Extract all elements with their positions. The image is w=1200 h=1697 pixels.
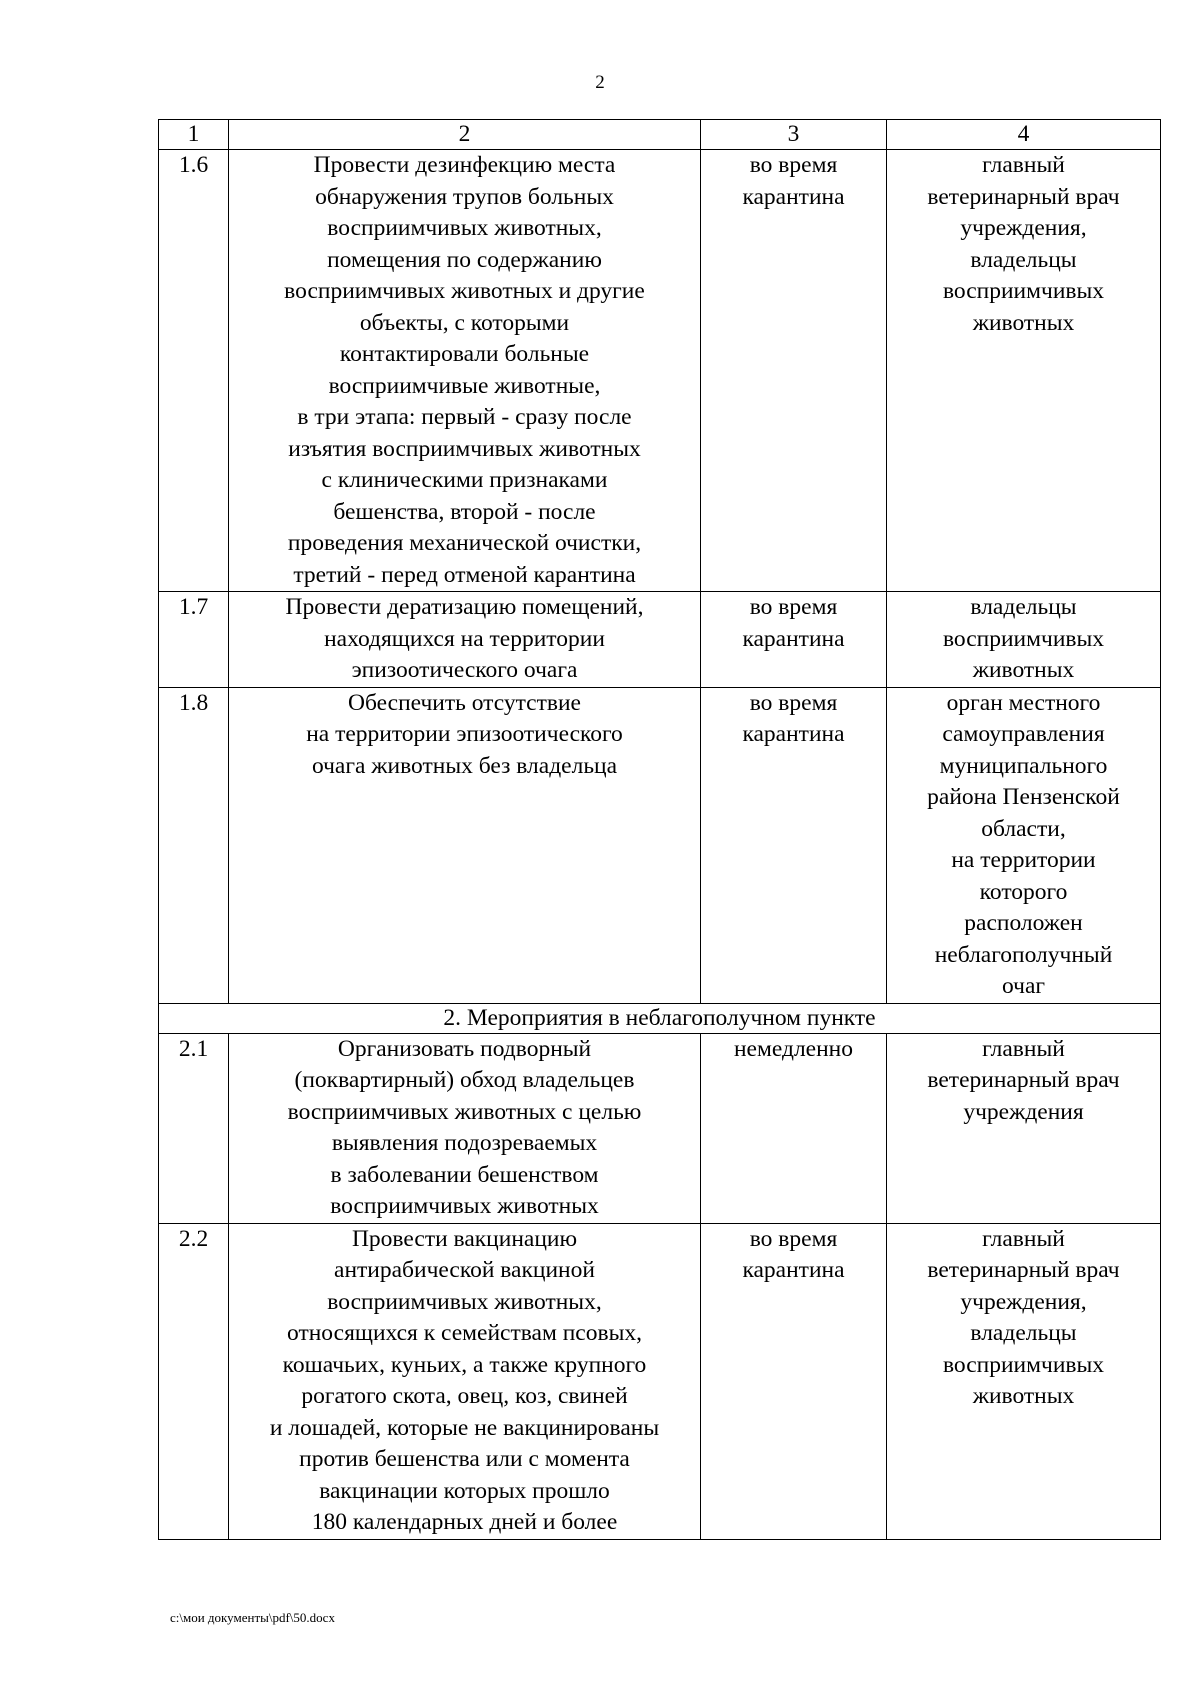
section-row xyxy=(159,1003,1161,1033)
header-col-1: 1 xyxy=(159,120,229,150)
table-row xyxy=(159,592,1161,688)
row-action: Обеспечить отсутствие на территории эпизоотического очага животных без владельца xyxy=(229,687,701,1003)
table-row xyxy=(159,150,1161,592)
header-col-2: 2 xyxy=(229,120,701,150)
footer-file-path: c:\мои документы\pdf\50.docx xyxy=(170,1610,335,1625)
row-action: Провести дезинфекцию места обнаружения трупов больных восприимчивых животных, помещения по содержанию восприимчивых животных и другие объекты, с которыми контактировали больные восприимчивые животные, в три этапа: первый - сразу после изъятия восприимчивых животных с клиническими признаками бешенства, второй - после проведения механической очистки, третий - перед отменой карантина xyxy=(229,150,701,592)
measures-table xyxy=(158,119,1161,1540)
row-term: во время карантина xyxy=(701,150,887,592)
row-number: 2.2 xyxy=(159,1223,229,1539)
row-term: во время карантина xyxy=(701,592,887,688)
row-number: 2.1 xyxy=(159,1033,229,1223)
section-title: 2. Мероприятия в неблагополучном пункте xyxy=(159,1003,1161,1033)
row-responsible: владельцы восприимчивых животных xyxy=(887,592,1161,688)
row-number: 1.7 xyxy=(159,592,229,688)
table-row xyxy=(159,1223,1161,1539)
table-row xyxy=(159,1033,1161,1223)
row-number: 1.6 xyxy=(159,150,229,592)
header-col-4: 4 xyxy=(887,120,1161,150)
row-action: Организовать подворный (поквартирный) обход владельцев восприимчивых животных с целью выявления подозреваемых в заболевании бешенством восприимчивых животных xyxy=(229,1033,701,1223)
row-action: Провести дератизацию помещений, находящихся на территории эпизоотического очага xyxy=(229,592,701,688)
page-number: 2 xyxy=(595,72,605,93)
row-term: немедленно xyxy=(701,1033,887,1223)
table-row xyxy=(159,687,1161,1003)
row-term: во время карантина xyxy=(701,1223,887,1539)
row-responsible: главный ветеринарный врач учреждения, владельцы восприимчивых животных xyxy=(887,150,1161,592)
row-responsible: главный ветеринарный врач учреждения, владельцы восприимчивых животных xyxy=(887,1223,1161,1539)
row-number: 1.8 xyxy=(159,687,229,1003)
row-responsible: орган местного самоуправления муниципального района Пензенской области, на территории которого расположен неблагополучный очаг xyxy=(887,687,1161,1003)
row-responsible: главный ветеринарный врач учреждения xyxy=(887,1033,1161,1223)
row-term: во время карантина xyxy=(701,687,887,1003)
row-action: Провести вакцинацию антирабической вакциной восприимчивых животных, относящихся к семействам псовых, кошачьих, куньих, а также крупного рогатого скота, овец, коз, свиней и лошадей, которые не вакцинированы против бешенства или с момента вакцинации которых прошло 180 календарных дней и более xyxy=(229,1223,701,1539)
header-col-3: 3 xyxy=(701,120,887,150)
table-header-row xyxy=(159,120,1161,150)
